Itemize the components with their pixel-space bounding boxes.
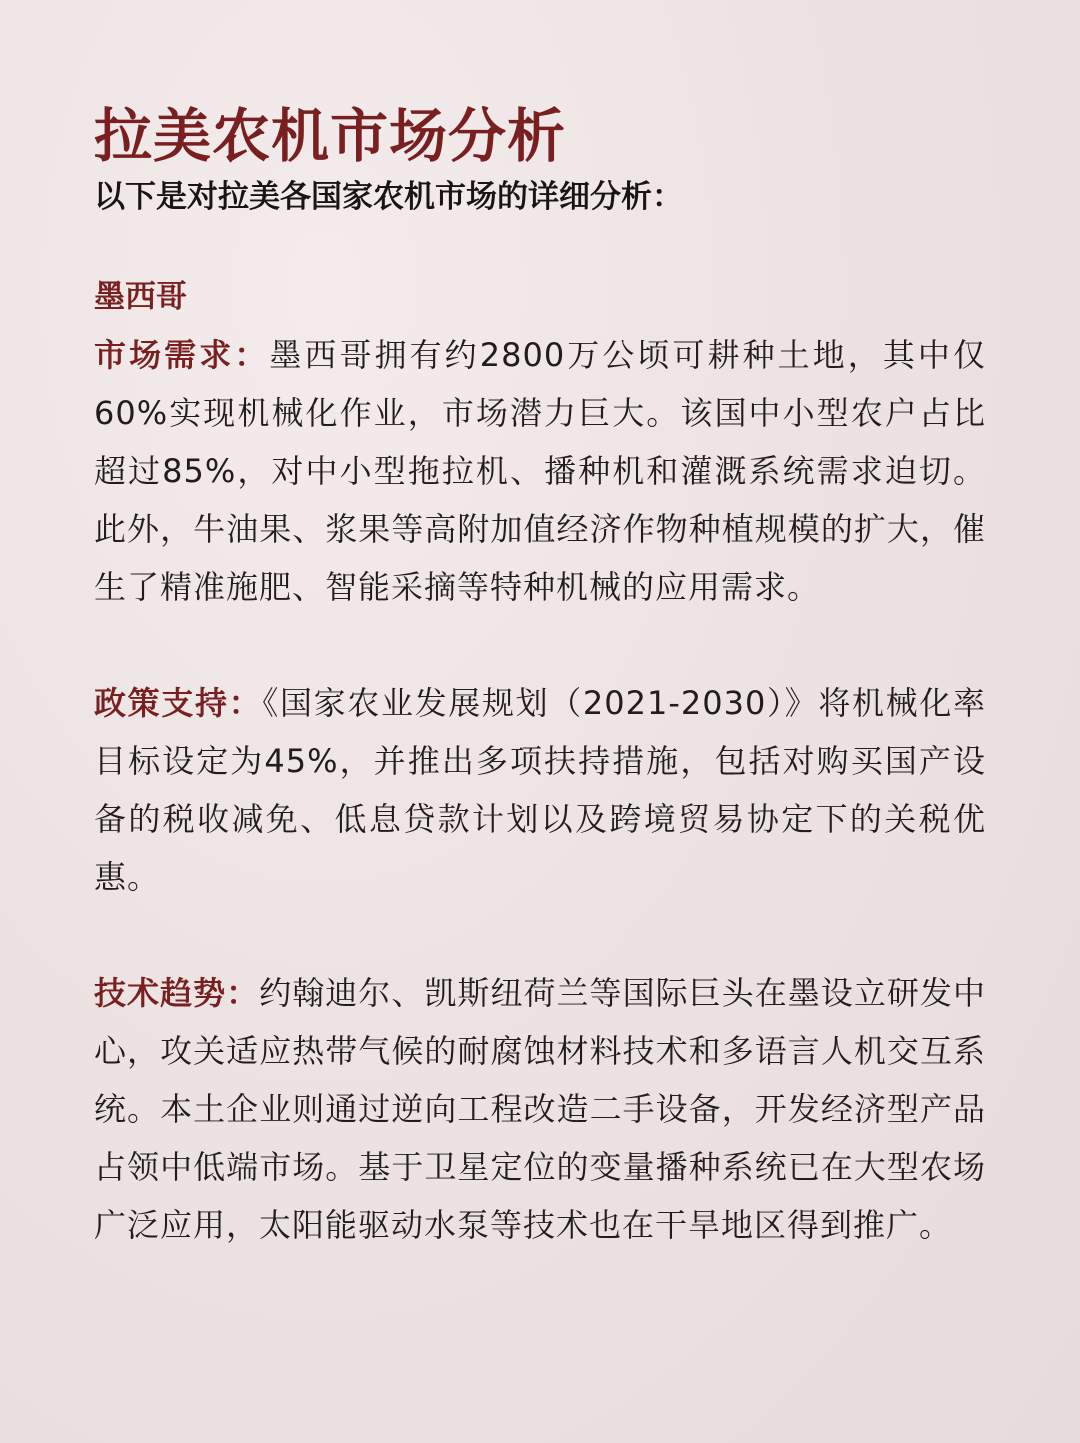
tech-trends-text: 约翰迪尔、凯斯纽荷兰等国际巨头在墨设立研发中心，攻关适应热带气候的耐腐蚀材料技术和多语言人机交互系统。本土企业则通过逆向工程改造二手设备，开发经济型产品占领中低端市场。基于卫星定位的变量播种系统已在大型农场广泛应用，太阳能驱动水泵等技术也在干旱地区得到推广。 <box>94 974 986 1244</box>
tech-trends-label: 技术趋势： <box>94 974 260 1012</box>
policy-support-label: 政策支持： <box>94 684 263 722</box>
section-heading-mexico: 墨西哥 <box>94 279 187 315</box>
paragraph-market-demand <box>94 326 986 616</box>
paragraph-policy-support <box>94 674 986 906</box>
page-title: 拉美农机市场分析 <box>94 102 567 170</box>
page-subtitle: 以下是对拉美各国家农机市场的详细分析： <box>94 179 683 215</box>
market-demand-label: 市场需求： <box>94 336 270 374</box>
policy-support-text: 《国家农业发展规划（2021-2030）》将机械化率目标设定为45%，并推出多项扶持措施，包括对购买国产设备的税收减免、低息贷款计划以及跨境贸易协定下的关税优惠。 <box>94 684 986 896</box>
market-demand-text: 墨西哥拥有约2800万公顷可耕种土地，其中仅60%实现机械化作业，市场潜力巨大。该国中小型农户占比超过85%，对中小型拖拉机、播种机和灌溉系统需求迫切。此外，牛油果、浆果等高附加值经济作物种植规模的扩大，催生了精准施肥、智能采摘等特种机械的应用需求。 <box>94 336 986 606</box>
paragraph-tech-trends <box>94 964 986 1254</box>
